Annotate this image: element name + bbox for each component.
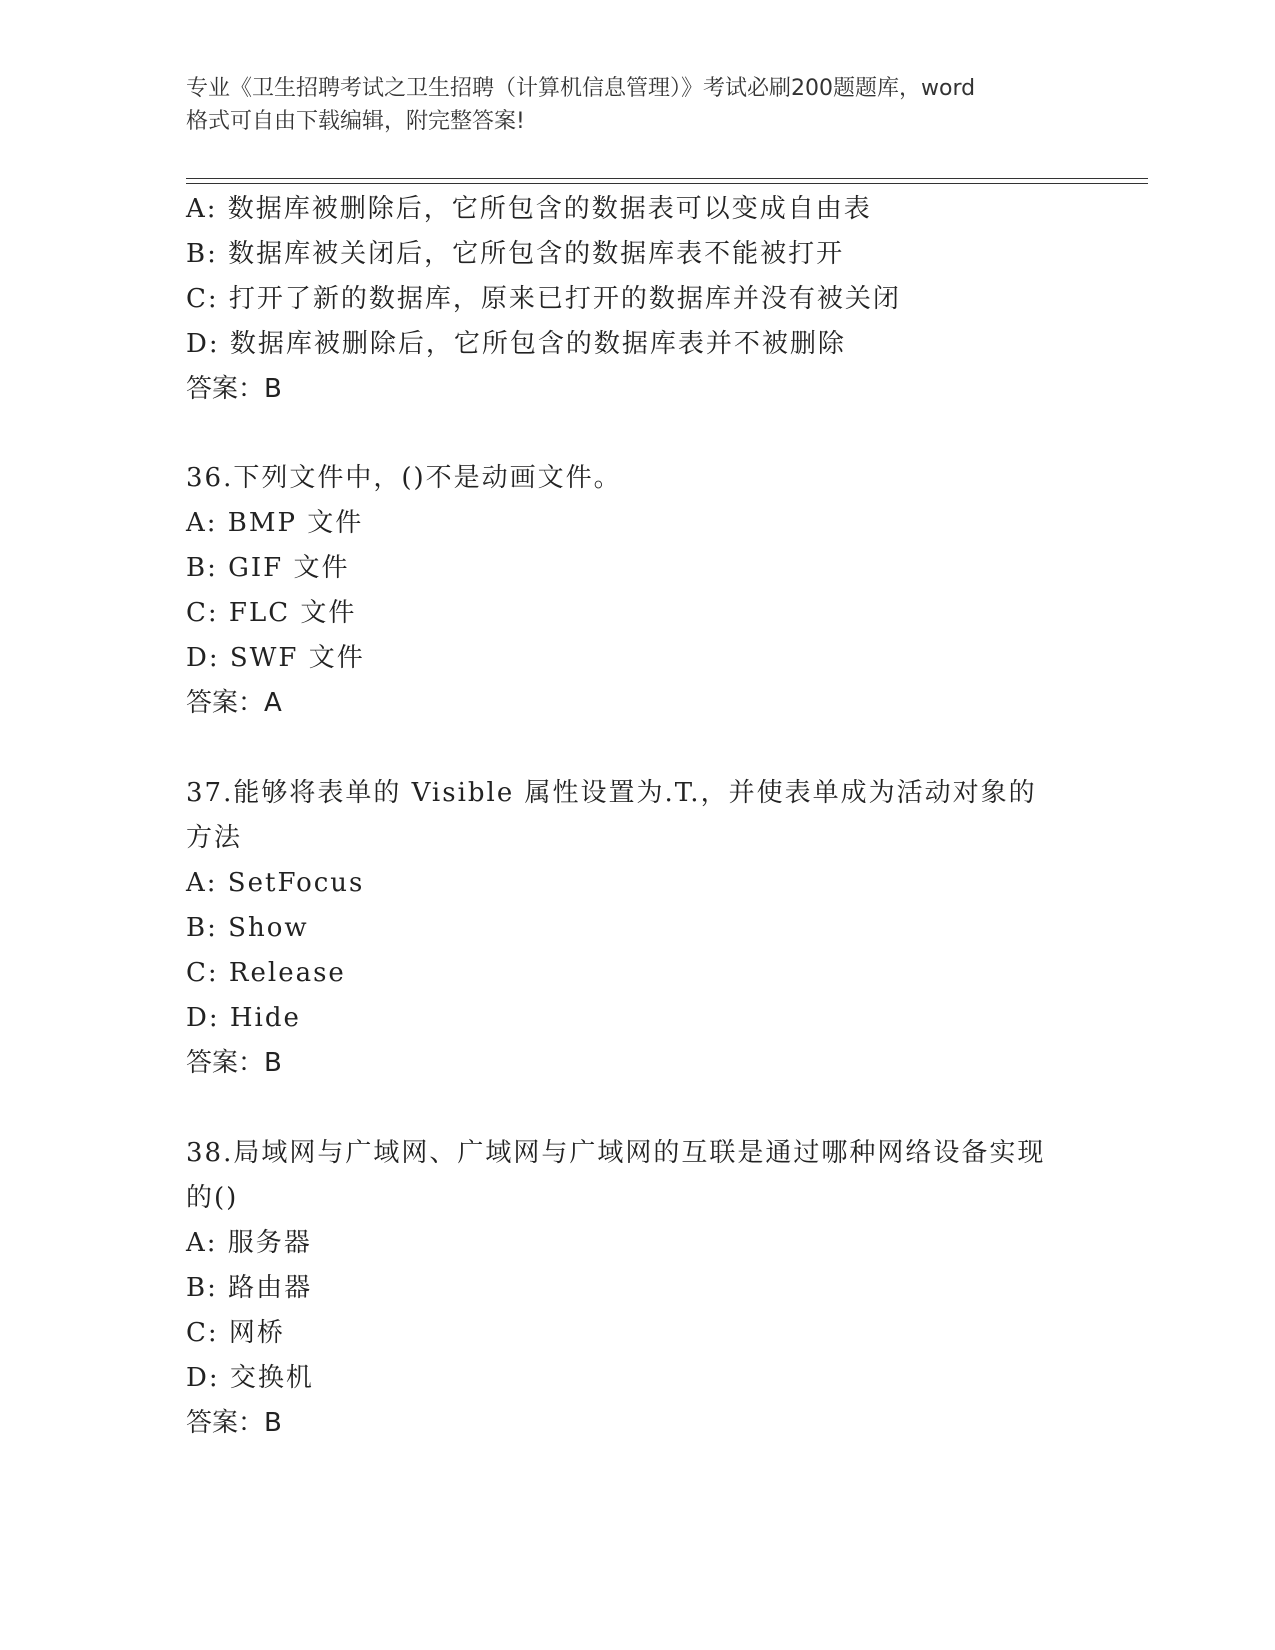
- q37-question-line-2: 方法: [186, 823, 243, 853]
- q37-question-line-1: 37.能够将表单的 Visible 属性设置为.T.，并使表单成为活动对象的: [186, 778, 1037, 808]
- q35-option-c: C: 打开了新的数据库，原来已打开的数据库并没有被关闭: [186, 284, 901, 314]
- q38-option-b: B: 路由器: [186, 1273, 313, 1303]
- q36-question: 36.下列文件中，()不是动画文件。: [186, 463, 622, 493]
- header-line-2: 格式可自由下载编辑，附完整答案!: [186, 109, 525, 134]
- q35-option-a: A: 数据库被删除后，它所包含的数据表可以变成自由表: [186, 194, 872, 224]
- q37-option-d: D: Hide: [186, 1003, 301, 1033]
- document-header: [186, 72, 1086, 138]
- q37-option-a: A: SetFocus: [186, 868, 365, 898]
- q37-option-b: B: Show: [186, 913, 309, 943]
- q38-answer: 答案：B: [186, 1408, 282, 1438]
- q38-question-line-2: 的(): [186, 1183, 239, 1213]
- q38-question-line-1: 38.局域网与广域网、广域网与广域网的互联是通过哪种网络设备实现: [186, 1138, 1046, 1168]
- q38-option-d: D: 交换机: [186, 1363, 314, 1393]
- header-divider-bottom: [186, 183, 1148, 184]
- q35-option-b: B: 数据库被关闭后，它所包含的数据库表不能被打开: [186, 239, 845, 269]
- q36-option-c: C: FLC 文件: [186, 598, 357, 628]
- q36-option-d: D: SWF 文件: [186, 643, 365, 673]
- q36-option-b: B: GIF 文件: [186, 553, 350, 583]
- q36-option-a: A: BMP 文件: [186, 508, 364, 538]
- q38-option-c: C: 网桥: [186, 1318, 285, 1348]
- q37-answer: 答案：B: [186, 1048, 282, 1078]
- header-divider-top: [186, 178, 1148, 179]
- header-line-1: 专业《卫生招聘考试之卫生招聘（计算机信息管理）》考试必刷200题题库，word: [186, 76, 976, 101]
- q38-option-a: A: 服务器: [186, 1228, 312, 1258]
- q35-answer: 答案：B: [186, 374, 282, 404]
- q35-option-d: D: 数据库被删除后，它所包含的数据库表并不被删除: [186, 329, 846, 359]
- q37-option-c: C: Release: [186, 958, 346, 988]
- q36-answer: 答案：A: [186, 688, 282, 718]
